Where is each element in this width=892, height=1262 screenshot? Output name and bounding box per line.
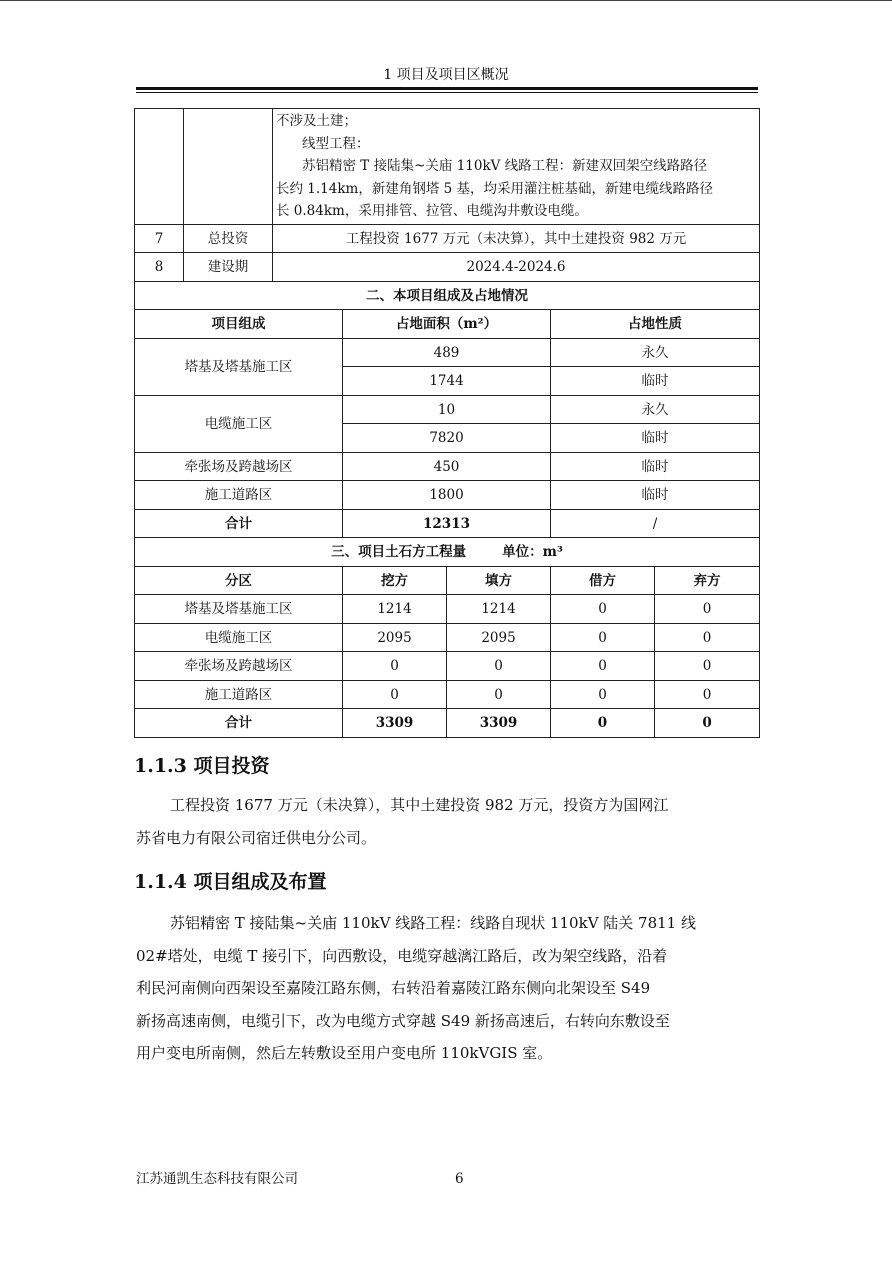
land-type: 临时 — [551, 481, 760, 510]
table-row — [135, 595, 760, 624]
zone-name: 施工道路区 — [135, 481, 343, 510]
column-header: 挖方 — [343, 566, 447, 595]
table-row — [135, 652, 760, 681]
empty-no-cell — [135, 109, 184, 225]
total-borrow: 0 — [551, 709, 655, 738]
paragraph-line: 02#塔处，电缆 T 接引下，向西敷设，电缆穿越漓江路后，改为架空线路，沿着 — [136, 946, 668, 965]
zone-name: 施工道路区 — [135, 680, 343, 709]
cut-value: 0 — [343, 652, 447, 681]
total-cut: 3309 — [343, 709, 447, 738]
fill-value: 2095 — [447, 623, 551, 652]
desc-line: 线型工程： — [302, 135, 370, 152]
section2-total-row — [135, 509, 760, 538]
section3-title-cell — [135, 538, 760, 567]
fill-value: 0 — [447, 680, 551, 709]
table-row — [135, 452, 760, 481]
table-row-investment — [135, 224, 760, 253]
table-row — [135, 623, 760, 652]
borrow-value: 0 — [551, 680, 655, 709]
paragraph-line: 苏省电力有限公司宿迁供电分公司。 — [136, 828, 377, 847]
table-row-description — [135, 109, 760, 225]
section2-title: 二、本项目组成及占地情况 — [135, 281, 760, 310]
section-heading-composition: 1.1.4 项目组成及布置 — [134, 871, 327, 893]
desc-line: 长 0.84km，采用排管、拉管、电缆沟井敷设电缆。 — [276, 203, 588, 220]
land-type: 永久 — [551, 395, 760, 424]
paragraph-line: 新扬高速南侧，电缆引下，改为电缆方式穿越 S49 新扬高速后，右转向东敷设至 — [136, 1011, 670, 1030]
land-type: 临时 — [551, 452, 760, 481]
section2-title-row — [135, 281, 760, 310]
zone-name: 牵张场及跨越场区 — [135, 452, 343, 481]
section3-unit: 单位：m³ — [502, 544, 563, 561]
area-value: 7820 — [343, 424, 551, 453]
column-header: 占地面积（m²） — [343, 310, 551, 339]
running-header: 1 项目及项目区概况 — [383, 67, 509, 83]
area-value: 1800 — [343, 481, 551, 510]
table-row-construction-period — [135, 253, 760, 282]
row-value: 工程投资 1677 万元（未决算），其中土建投资 982 万元 — [273, 224, 760, 253]
header-rule-thin — [136, 92, 758, 93]
column-header: 借方 — [551, 566, 655, 595]
project-overview-table — [134, 108, 760, 738]
section3-title: 三、项目土石方工程量 — [331, 544, 467, 561]
borrow-value: 0 — [551, 623, 655, 652]
investment-paragraph — [136, 789, 758, 854]
land-type: 临时 — [551, 367, 760, 396]
land-type: 临时 — [551, 424, 760, 453]
area-value: 450 — [343, 452, 551, 481]
total-label: 合计 — [135, 709, 343, 738]
section2-header-row — [135, 310, 760, 339]
cut-value: 0 — [343, 680, 447, 709]
area-value: 1744 — [343, 367, 551, 396]
section3-header-row — [135, 566, 760, 595]
page-top-border — [0, 0, 892, 1]
borrow-value: 0 — [551, 652, 655, 681]
spoil-value: 0 — [655, 680, 760, 709]
column-header: 填方 — [447, 566, 551, 595]
total-fill: 3309 — [447, 709, 551, 738]
total-area: 12313 — [343, 509, 551, 538]
column-header: 分区 — [135, 566, 343, 595]
row-label: 建设期 — [184, 253, 273, 282]
spoil-value: 0 — [655, 652, 760, 681]
zone-name: 塔基及塔基施工区 — [135, 338, 343, 395]
table-row — [135, 395, 760, 424]
empty-label-cell — [184, 109, 273, 225]
zone-name: 牵张场及跨越场区 — [135, 652, 343, 681]
section-heading-investment: 1.1.3 项目投资 — [134, 755, 270, 777]
spoil-value: 0 — [655, 623, 760, 652]
paragraph-line: 苏铝精密 T 接陆集~关庙 110kV 线路工程：线路自现状 110kV 陆关 7811 线 — [170, 914, 696, 932]
cut-value: 1214 — [343, 595, 447, 624]
table-row — [135, 481, 760, 510]
area-value: 10 — [343, 395, 551, 424]
column-header: 弃方 — [655, 566, 760, 595]
column-header: 项目组成 — [135, 310, 343, 339]
paragraph-line: 利民河南侧向西架设至嘉陵江路东侧，右转沿着嘉陵江路东侧向北架设至 S49 — [136, 979, 651, 997]
paragraph-line: 工程投资 1677 万元（未决算），其中土建投资 982 万元，投资方为国网江 — [170, 796, 669, 814]
section3-total-row — [135, 709, 760, 738]
row-number: 7 — [135, 224, 184, 253]
borrow-value: 0 — [551, 595, 655, 624]
spoil-value: 0 — [655, 595, 760, 624]
page-number: 6 — [455, 1171, 464, 1187]
zone-name: 塔基及塔基施工区 — [135, 595, 343, 624]
row-label: 总投资 — [184, 224, 273, 253]
zone-name: 电缆施工区 — [135, 395, 343, 452]
table-row — [135, 680, 760, 709]
row-value: 2024.4-2024.6 — [273, 253, 760, 282]
footer-company: 江苏通凯生态科技有限公司 — [136, 1171, 298, 1187]
cut-value: 2095 — [343, 623, 447, 652]
desc-line: 长约 1.14km，新建角钢塔 5 基，均采用灌注桩基础，新建电缆线路路径 — [276, 180, 714, 197]
paragraph-line: 用户变电所南侧，然后左转敷设至用户变电所 110kVGIS 室。 — [136, 1044, 553, 1062]
zone-name: 电缆施工区 — [135, 623, 343, 652]
total-label: 合计 — [135, 509, 343, 538]
land-type: 永久 — [551, 338, 760, 367]
composition-paragraph — [136, 907, 758, 1070]
table-row — [135, 338, 760, 367]
total-spoil: 0 — [655, 709, 760, 738]
fill-value: 1214 — [447, 595, 551, 624]
total-type: / — [551, 509, 760, 538]
fill-value: 0 — [447, 652, 551, 681]
column-header: 占地性质 — [551, 310, 760, 339]
section3-title-row — [135, 538, 760, 567]
desc-line: 苏铝精密 T 接陆集~关庙 110kV 线路工程：新建双回架空线路路径 — [302, 158, 708, 175]
description-cell — [273, 109, 760, 225]
area-value: 489 — [343, 338, 551, 367]
row-number: 8 — [135, 253, 184, 282]
header-rule-thick — [136, 87, 758, 90]
desc-line: 不涉及土建； — [276, 113, 357, 129]
